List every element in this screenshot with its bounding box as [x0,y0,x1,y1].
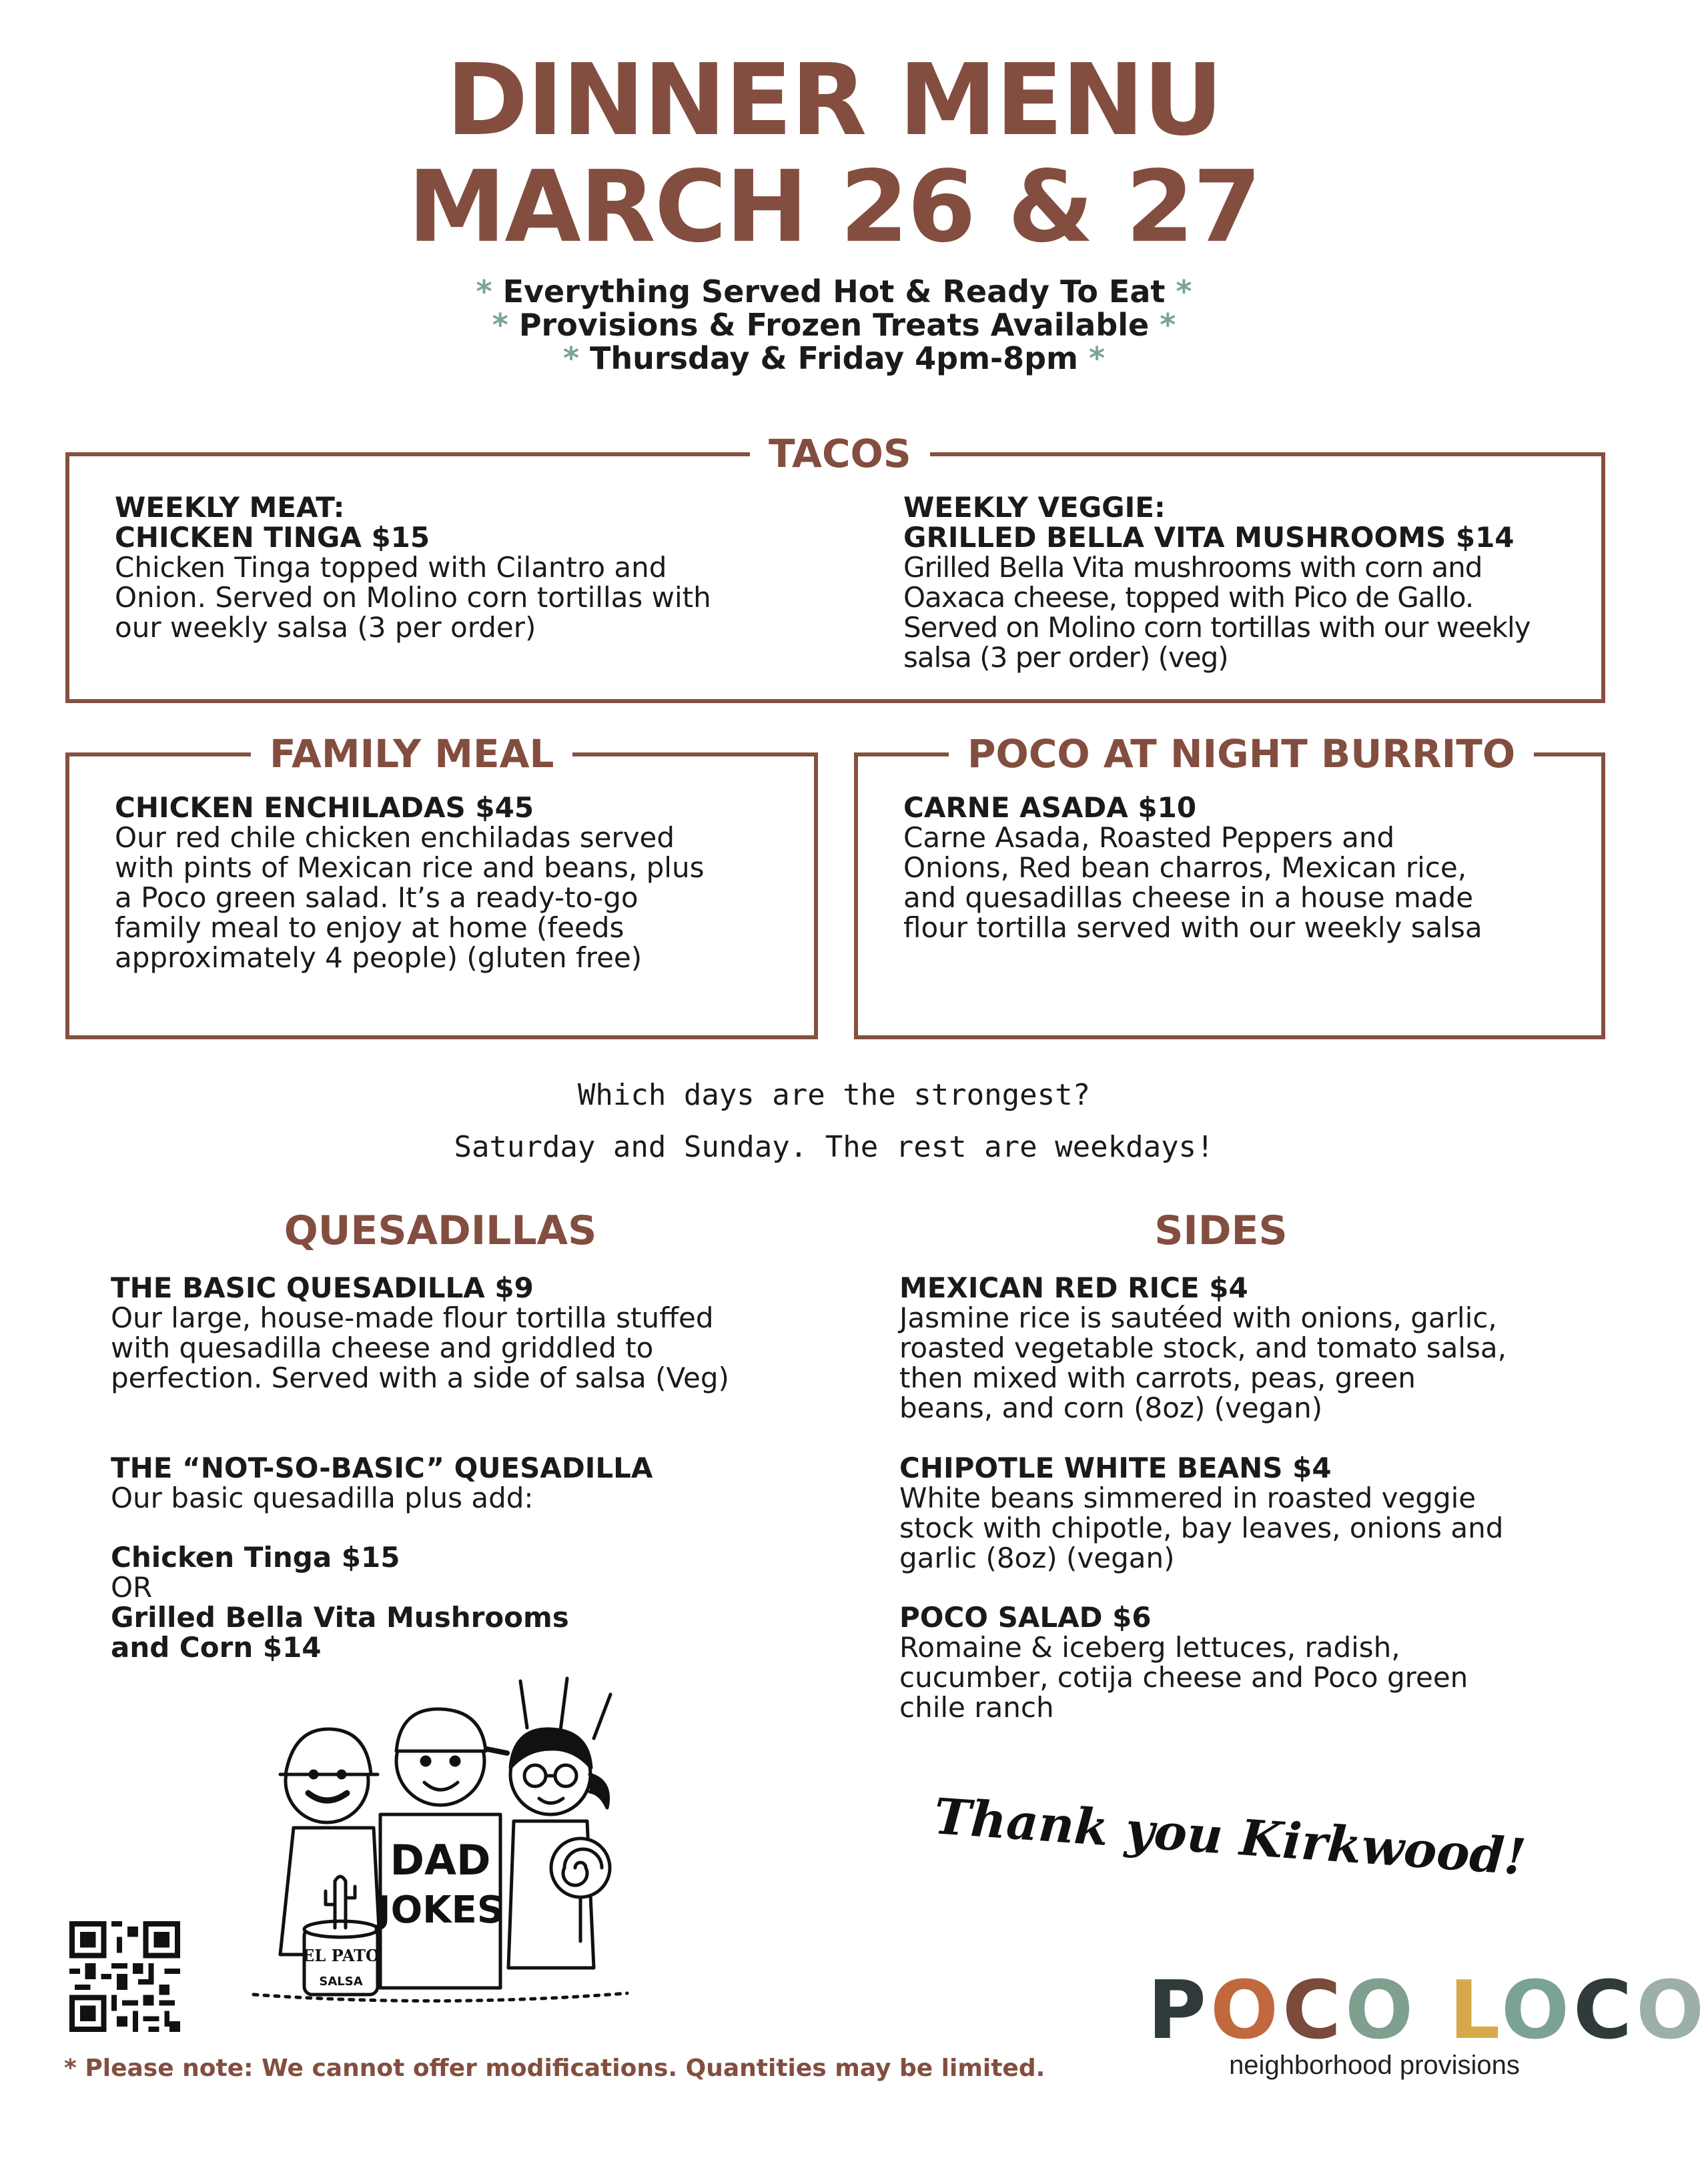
weekly-meat-desc: Chicken Tinga topped with Cilantro and Onion. Served on Molino corn tortillas with our weekly salsa (3 per order) [115,551,711,644]
subtitle-line-1 [0,275,1668,308]
logo-letter: L [1448,1965,1502,2057]
can-brand: EL PATO [302,1946,380,1965]
logo-letter: C [1282,1965,1346,2057]
thank-you-note: Thank you Kirkwood! [932,1788,1528,1886]
not-so-basic-quesadilla-item [111,1453,845,1513]
burrito-name: CARNE ASADA $10 [903,791,1197,824]
sides-title: SIDES [1154,1207,1288,1254]
subtitle-text-1: Everything Served Hot & Ready To Eat [502,274,1166,310]
joke-question: Which days are the strongest? [577,1078,1091,1112]
burrito-desc: Carne Asada, Roasted Peppers and Onions, Red bean charros, Mexican rice, and quesadillas cheese in a house made flour tortilla served with our weekly salsa [903,821,1482,944]
side-item-rice [899,1273,1620,1423]
side-name: POCO SALAD $6 [899,1601,1152,1634]
option-chicken-tinga: Chicken Tinga $15 [111,1541,400,1574]
family-meal-desc: Our red chile chicken enchiladas served with pints of Mexican rice and beans, plus a Poco green salad. It’s a ready-to-go family meal to enjoy at home (feeds approximately 4 people) (gluten free) [115,821,705,974]
star-icon: * [1176,274,1192,310]
weekly-meat-item [115,492,849,642]
basic-quesadilla-name: THE BASIC QUESADILLA $9 [111,1271,534,1304]
subtitle-line-2 [0,308,1668,342]
title-line-1: DINNER MENU [446,43,1222,157]
logo-space [1417,1965,1449,2057]
subtitle-text-3: Thursday & Friday 4pm-8pm [590,340,1078,376]
sign-text-jokes: JOKES [376,1889,504,1932]
basic-quesadilla-desc: Our large, house-made flour tortilla stuffed with quesadilla cheese and griddled to perfection. Served with a side of salsa (Veg) [111,1301,729,1394]
logo-letter: O [1345,1965,1418,2057]
weekly-veggie-item [903,492,1597,672]
logo-letter: O [1210,1965,1282,2057]
logo-letter: P [1148,1965,1210,2057]
weekly-veggie-desc: Grilled Bella Vita mushrooms with corn and Oaxaca cheese, topped with Pico de Gallo. Served on Molino corn tortillas with our weekly salsa (3 per order) (veg) [903,551,1531,674]
poco-loco-logo [1148,1965,1708,2081]
basic-quesadilla-item [111,1273,845,1393]
logo-letter: O [1501,1965,1574,2057]
weekly-meat-name: CHICKEN TINGA $15 [115,521,430,554]
side-name: MEXICAN RED RICE $4 [899,1271,1248,1304]
can-label: SALSA [319,1975,363,1989]
quesadilla-options [111,1542,845,1662]
not-so-basic-desc: Our basic quesadilla plus add: [111,1482,534,1514]
quesadillas-title: QUESADILLAS [284,1207,597,1254]
logo-wordmark [1148,1965,1708,2057]
star-icon: * [476,274,492,310]
tacos-title: TACOS [750,430,930,478]
star-icon: * [492,307,508,343]
star-icon: * [1088,340,1106,376]
disclaimer-note: * Please note: We cannot offer modifications. Quantities may be limited. [64,2055,1045,2082]
family-meal-name: CHICKEN ENCHILADAS $45 [115,791,534,824]
burrito-title: POCO AT NIGHT BURRITO [949,730,1534,778]
sign-text-dad: DAD [390,1836,491,1884]
weekly-veggie-label: WEEKLY VEGGIE: [903,491,1166,524]
logo-letter: C [1573,1965,1637,2057]
weekly-meat-label: WEEKLY MEAT: [115,491,345,524]
side-item-salad [899,1602,1620,1722]
burrito-section [854,731,1605,1039]
side-desc: Romaine & iceberg lettuces, radish, cucumber, cotija cheese and Poco green chile ranch [899,1631,1468,1724]
joke-answer: Saturday and Sunday. The rest are weekdays! [454,1130,1214,1164]
tacos-section [65,431,1605,703]
not-so-basic-name: THE “NOT-SO-BASIC” QUESADILLA [111,1452,653,1484]
title-line-2: MARCH 26 & 27 [408,149,1260,264]
weekly-veggie-name: GRILLED BELLA VITA MUSHROOMS $14 [903,521,1515,554]
subtitle-text-2: Provisions & Frozen Treats Available [518,307,1150,343]
logo-subtitle: neighborhood provisions [1229,2051,1520,2080]
family-meal-item [115,792,809,973]
star-icon: * [562,340,580,376]
option-mushrooms-line-1: Grilled Bella Vita Mushrooms [111,1601,569,1634]
family-meal-section [65,731,818,1039]
side-desc: White beans simmered in roasted veggie stock with chipotle, bay leaves, onions and garlic (8oz) (vegan) [899,1482,1504,1574]
subtitle-line-3 [0,342,1668,375]
side-item-beans [899,1453,1620,1573]
option-mushrooms-line-2: and Corn $14 [111,1631,322,1664]
star-icon: * [1160,307,1176,343]
dad-jokes-illustration [247,1674,634,2008]
qr-code[interactable] [69,1921,180,2032]
burrito-item [903,792,1597,943]
side-desc: Jasmine rice is sautéed with onions, garlic, roasted vegetable stock, and tomato salsa, then mixed with carrots, peas, green beans, and corn (8oz) (vegan) [899,1301,1507,1424]
family-meal-title: FAMILY MEAL [251,730,572,778]
side-name: CHIPOTLE WHITE BEANS $4 [899,1452,1332,1484]
logo-letter: O [1636,1965,1708,2057]
option-or: OR [111,1571,153,1604]
